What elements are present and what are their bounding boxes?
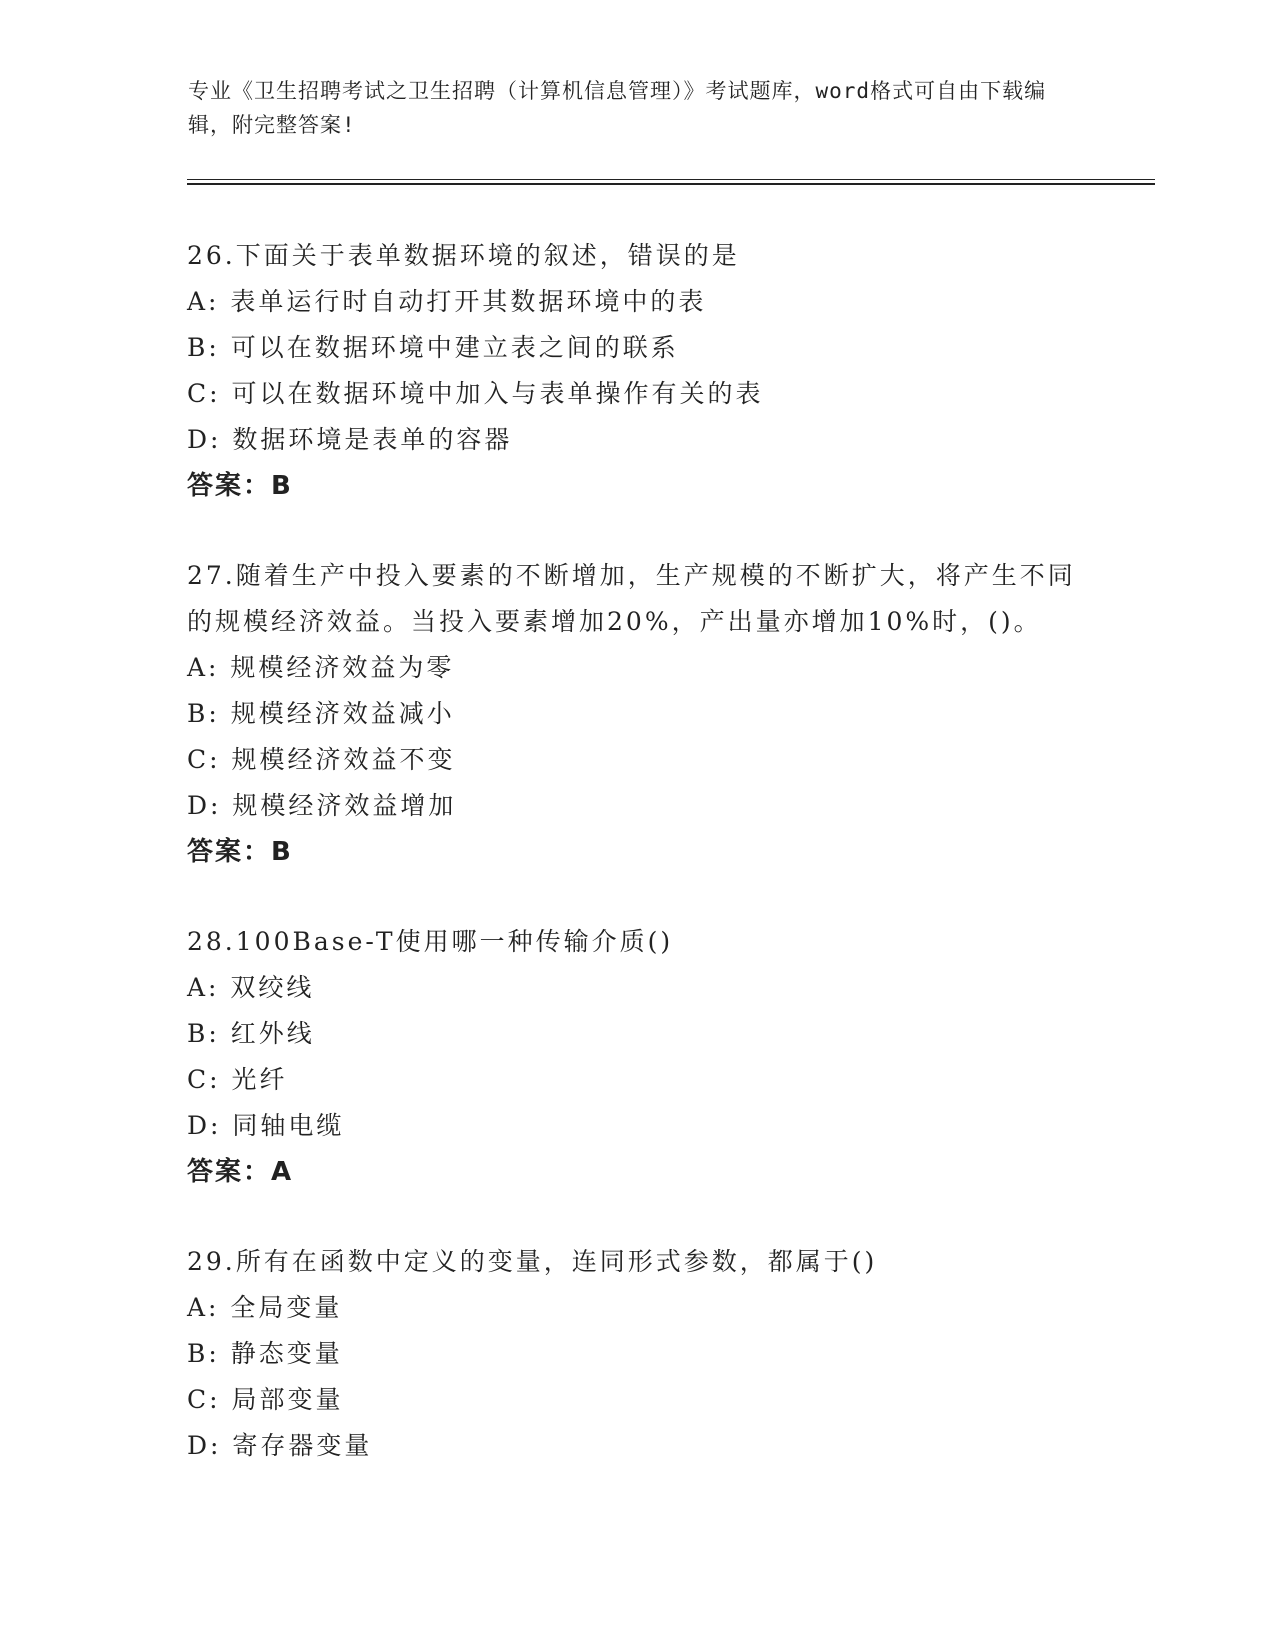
option-a: A: 全局变量 — [187, 1293, 343, 1322]
question-stem: 29.所有在函数中定义的变量，连同形式参数，都属于() — [187, 1247, 878, 1276]
option-c: C: 局部变量 — [187, 1385, 344, 1414]
question-list — [187, 233, 1087, 1513]
option-a: A: 双绞线 — [187, 973, 315, 1002]
question-block — [187, 553, 1087, 875]
question-stem: 26.下面关于表单数据环境的叙述，错误的是 — [187, 241, 740, 270]
answer-line: 答案：A — [187, 1157, 294, 1187]
header-divider-thick — [187, 183, 1155, 185]
option-d: D: 数据环境是表单的容器 — [187, 425, 513, 454]
option-d: D: 规模经济效益增加 — [187, 791, 457, 820]
option-d: D: 寄存器变量 — [187, 1431, 373, 1460]
option-b: B: 静态变量 — [187, 1339, 343, 1368]
option-a: A: 表单运行时自动打开其数据环境中的表 — [187, 287, 707, 316]
question-block — [187, 1239, 1087, 1469]
option-b: B: 可以在数据环境中建立表之间的联系 — [187, 333, 679, 362]
option-b: B: 红外线 — [187, 1019, 315, 1048]
option-a: A: 规模经济效益为零 — [187, 653, 455, 682]
question-block — [187, 233, 1087, 509]
option-b: B: 规模经济效益减小 — [187, 699, 455, 728]
question-stem: 27.随着生产中投入要素的不断增加，生产规模的不断扩大，将产生不同的规模经济效益。当投入要素增加20%，产出量亦增加10%时，()。 — [187, 561, 1076, 636]
header-divider-thin — [187, 179, 1155, 180]
answer-line: 答案：B — [187, 837, 293, 867]
question-block — [187, 919, 1087, 1195]
document-intro: 专业《卫生招聘考试之卫生招聘（计算机信息管理）》考试题库，word格式可自由下载编辑，附完整答案! — [188, 79, 1047, 137]
question-stem: 28.100Base-T使用哪一种传输介质() — [187, 927, 674, 956]
option-c: C: 规模经济效益不变 — [187, 745, 456, 774]
option-c: C: 光纤 — [187, 1065, 288, 1094]
option-c: C: 可以在数据环境中加入与表单操作有关的表 — [187, 379, 764, 408]
option-d: D: 同轴电缆 — [187, 1111, 345, 1140]
answer-line: 答案：B — [187, 471, 293, 501]
